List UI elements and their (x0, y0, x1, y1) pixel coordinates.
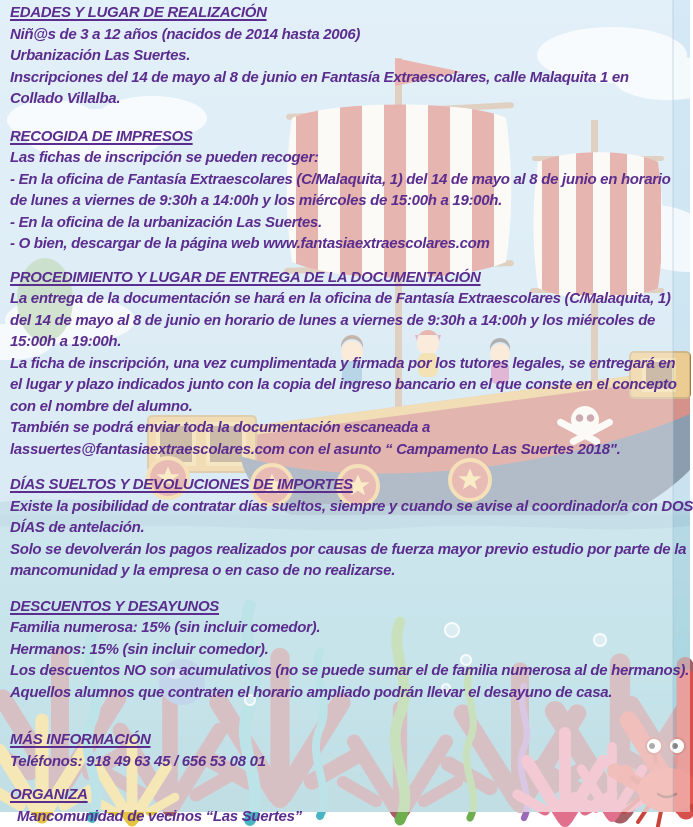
text-line: También se podrá enviar toda la documentación escaneada a (10, 417, 690, 439)
text-line: Mancomunidad de vecinos “Las Suertes” (10, 806, 690, 827)
section-organiza (10, 784, 690, 827)
text-line: del 14 de mayo al 8 de junio en horario de lunes a viernes de 9:30h a 14:00h y los miércoles de (10, 310, 690, 332)
text-line: de lunes a viernes de 9:30h a 14:00h y los miércoles de 15:00h a 19:00h. (10, 190, 690, 212)
section-heading: DESCUENTOS Y DESAYUNOS (10, 596, 690, 618)
flyer-text (10, 2, 690, 827)
text-line: con el nombre del alumno. (10, 396, 690, 418)
section-heading: MÁS INFORMACIÓN (10, 729, 690, 751)
section-descuentos (10, 596, 690, 704)
section-dias-sueltos (10, 474, 690, 582)
text-line: Urbanización Las Suertes. (10, 45, 690, 67)
section-recogida (10, 126, 690, 255)
text-line: el lugar y plazo indicados junto con la copia del ingreso bancario en el que conste en el concepto (10, 374, 690, 396)
text-line: Los descuentos NO son acumulativos (no se puede sumar el de familia numerosa al de hermanos). (10, 660, 690, 682)
text-line: Familia numerosa: 15% (sin incluir comedor). (10, 617, 690, 639)
text-line: - O bien, descargar de la página web www.fantasiaextraescolares.com (10, 233, 690, 255)
text-line: DÍAS de antelación. (10, 517, 690, 539)
text-line: Collado Villalba. (10, 88, 690, 110)
text-line: Existe la posibilidad de contratar días sueltos, siempre y cuando se avise al coordinador/a con DOS (10, 496, 690, 518)
email-line: lassuertes@fantasiaextraescolares.com con el asunto “ Campamento Las Suertes 2018". (10, 439, 690, 461)
text-line: Las fichas de inscripción se pueden recoger: (10, 147, 690, 169)
section-heading: DÍAS SUELTOS Y DEVOLUCIONES DE IMPORTES (10, 474, 690, 496)
section-heading: EDADES Y LUGAR DE REALIZACIÓN (10, 2, 690, 24)
text-line: Hermanos: 15% (sin incluir comedor). (10, 639, 690, 661)
text-line: La ficha de inscripción, una vez cumplimentada y firmada por los tutores legales, se entregará en (10, 353, 690, 375)
section-mas-informacion (10, 729, 690, 772)
text-line: Solo se devolverán los pagos realizados por causas de fuerza mayor previo estudio por parte de la (10, 539, 690, 561)
text-line: Aquellos alumnos que contraten el horario ampliado podrán llevar el desayuno de casa. (10, 682, 690, 704)
section-edades (10, 2, 690, 110)
section-heading: PROCEDIMIENTO Y LUGAR DE ENTREGA DE LA DOCUMENTACIÓN (10, 267, 690, 289)
text-line: 15:00h a 19:00h. (10, 331, 690, 353)
text-line: - En la oficina de la urbanización Las Suertes. (10, 212, 690, 234)
text-line: La entrega de la documentación se hará en la oficina de Fantasía Extraescolares (C/Malaquita, 1) (10, 288, 690, 310)
section-heading: ORGANIZA (10, 784, 690, 806)
section-procedimiento (10, 267, 690, 461)
text-line: - En la oficina de Fantasía Extraescolares (C/Malaquita, 1) del 14 de mayo al 8 de junio en horario (10, 169, 690, 191)
section-heading: RECOGIDA DE IMPRESOS (10, 126, 690, 148)
text-line: mancomunidad y la empresa o en caso de no realizarse. (10, 560, 690, 582)
text-line: Niñ@s de 3 a 12 años (nacidos de 2014 hasta 2006) (10, 24, 690, 46)
text-line: Inscripciones del 14 de mayo al 8 de junio en Fantasía Extraescolares, calle Malaquita 1 en (10, 67, 690, 89)
phone-line: Teléfonos: 918 49 63 45 / 656 53 08 01 (10, 751, 690, 773)
